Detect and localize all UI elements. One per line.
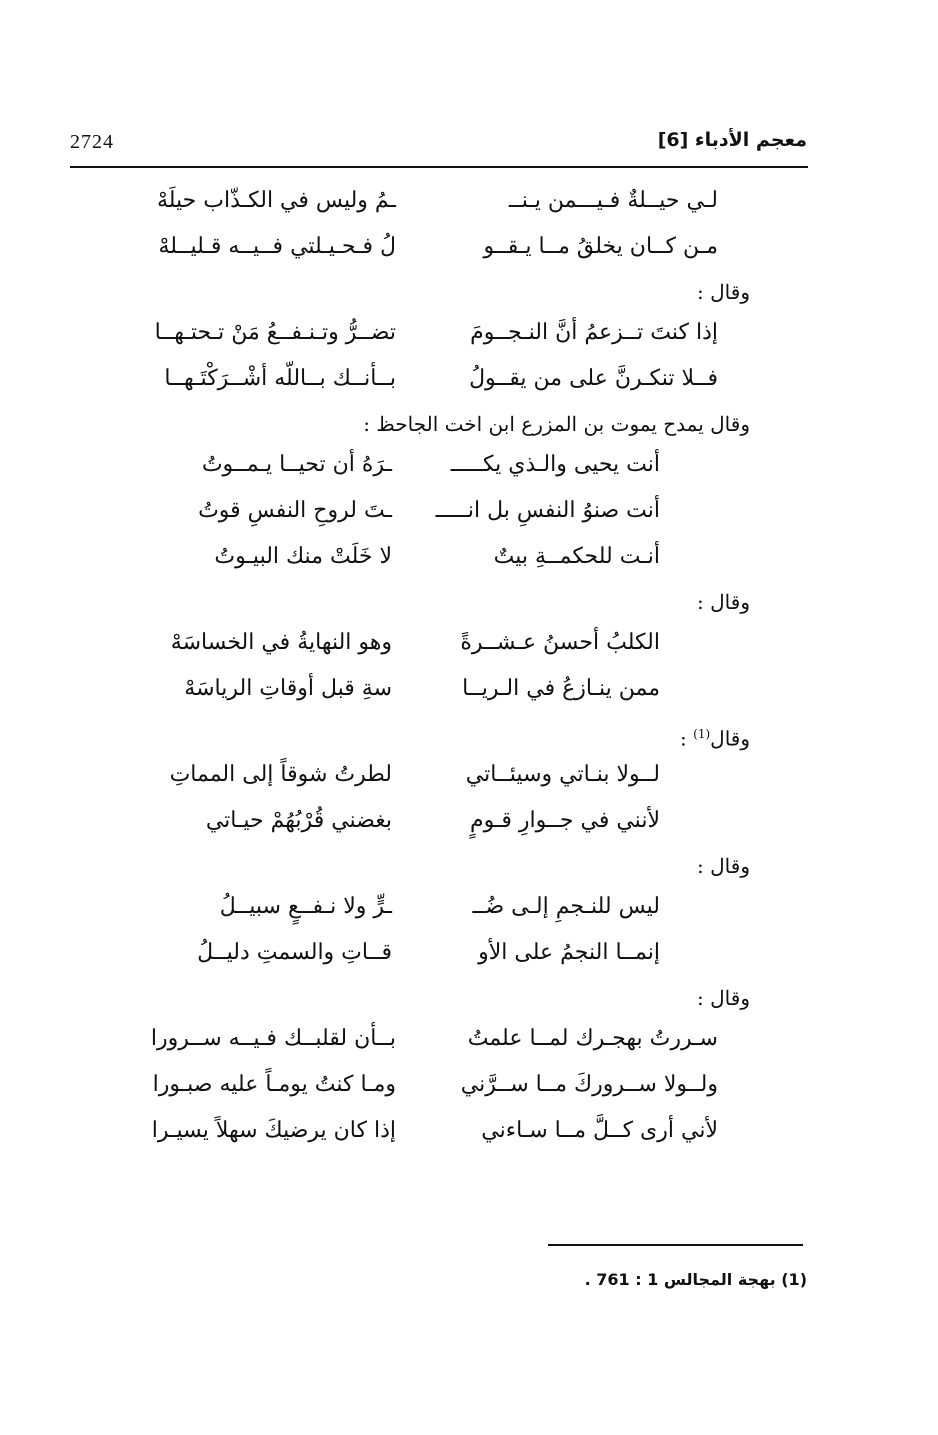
- verse-line: [70, 358, 750, 404]
- verse-introduction: وقال :: [697, 986, 750, 1010]
- first-hemistich: لـي حيــلةٌ فـيـــمن يـنــ: [508, 188, 718, 213]
- verse-line: [70, 1018, 750, 1064]
- second-hemistich: ـرَهُ أن تحيــا يـمــوتُ: [201, 452, 392, 477]
- verse-line: [70, 1110, 750, 1156]
- second-hemistich: بــأن لقلبــك فـيــه ســرورا: [150, 1026, 396, 1051]
- first-hemistich: فــلا تنكـرنَّ على من يقــولُ: [469, 366, 718, 391]
- first-hemistich: لأني أرى كــلَّ مــا سـاءني: [481, 1118, 718, 1143]
- second-hemistich: إذا كان يرضيكَ سهلاً يسيـرا: [151, 1118, 396, 1143]
- second-hemistich: لا خَلَتْ منك البيـوتُ: [214, 544, 392, 569]
- first-hemistich: لأنني في جــوارِ قـومٍ: [469, 808, 660, 833]
- intro-colon: :: [680, 726, 694, 751]
- first-hemistich: إذا كنتَ تــزعمُ أنَّ النـجــومَ: [470, 320, 718, 345]
- first-hemistich: الكلبُ أحسنُ عـشــرةً: [460, 630, 660, 655]
- verse-line: [70, 312, 750, 358]
- second-hemistich: تضــرُّ وتـنـفــعُ مَنْ تـحتـهــا: [154, 320, 396, 345]
- verse-line: [70, 754, 750, 800]
- verse-line: [70, 668, 750, 714]
- verse-line: [70, 444, 750, 490]
- intro-text: وقال: [710, 726, 750, 751]
- verse-line: [70, 1064, 750, 1110]
- verse-introduction: وقال يمدح يموت بن المزرع ابن اخت الجاحظ :: [363, 412, 750, 436]
- verse-line: [70, 180, 750, 226]
- second-hemistich: لطرتُ شوقاً إلى المماتِ: [169, 762, 392, 787]
- second-hemistich: بــأنــك بــاللّه أشْــرَكْتَـهــا: [164, 366, 396, 391]
- first-hemistich: مـن كــان يخلقُ مــا يـقــو: [483, 234, 718, 259]
- first-hemistich: سـررتُ بهجـرك لمــا علمتُ: [467, 1026, 718, 1051]
- running-title: معجم الأدباء [6]: [657, 129, 807, 151]
- verse-introduction: [70, 714, 750, 754]
- verse-line: [70, 490, 750, 536]
- second-hemistich: بغضني قُرْبُهُمْ حيـاتي: [205, 808, 392, 833]
- second-hemistich: سةِ قبل أوقاتِ الرياسَهْ: [184, 676, 392, 701]
- second-hemistich: وهو النهايةُ في الخساسَهْ: [170, 630, 392, 655]
- verse-line: [70, 536, 750, 582]
- verse-line: [70, 932, 750, 978]
- second-hemistich: ـمُ وليس في الكـذّاب حيلَهْ: [156, 188, 396, 213]
- second-hemistich: ـتَ لروحِ النفسِ قوتُ: [198, 498, 392, 523]
- verse-introduction: وقال :: [697, 854, 750, 878]
- first-hemistich: ممن ينـازعُ في الـريــا: [462, 676, 660, 701]
- first-hemistich: إنمــا النجمُ على الأو: [478, 940, 660, 965]
- first-hemistich: أنـت للحكمــةِ بيتٌ: [493, 544, 660, 569]
- second-hemistich: قــاتِ والسمتِ دليــلُ: [197, 940, 392, 965]
- verse-line: [70, 622, 750, 668]
- poem-body: [70, 180, 750, 1156]
- verse-line: [70, 886, 750, 932]
- verse-introduction: وقال :: [697, 590, 750, 614]
- header-rule: [70, 166, 808, 168]
- footnote-rule: [548, 1244, 803, 1246]
- verse-line: [70, 226, 750, 272]
- first-hemistich: لــولا بنـاتي وسيئــاتي: [465, 762, 660, 787]
- first-hemistich: أنت صنوُ النفسِ بل انـــــ: [435, 498, 660, 523]
- footnote: (1) بهجة المجالس 1 : 761 .: [584, 1270, 807, 1289]
- first-hemistich: أنت يحيى والـذي يكـــــ: [450, 452, 660, 477]
- second-hemistich: ـرٍّ ولا نـفــعٍ سبيــلُ: [219, 894, 392, 919]
- second-hemistich: لُ فـحـيـلتي فــيــه قـليــلهْ: [158, 234, 396, 259]
- verse-introduction: وقال :: [697, 280, 750, 304]
- first-hemistich: ولــولا ســروركَ مــا ســرَّني: [460, 1072, 718, 1097]
- first-hemistich: ليس للنـجمِ إلـى ضُــ: [472, 894, 660, 919]
- footnote-marker: (1): [693, 727, 711, 741]
- verse-line: [70, 800, 750, 846]
- second-hemistich: ومـا كنتُ يومـاً عليه صبـورا: [152, 1072, 396, 1097]
- page-number: 2724: [70, 131, 114, 153]
